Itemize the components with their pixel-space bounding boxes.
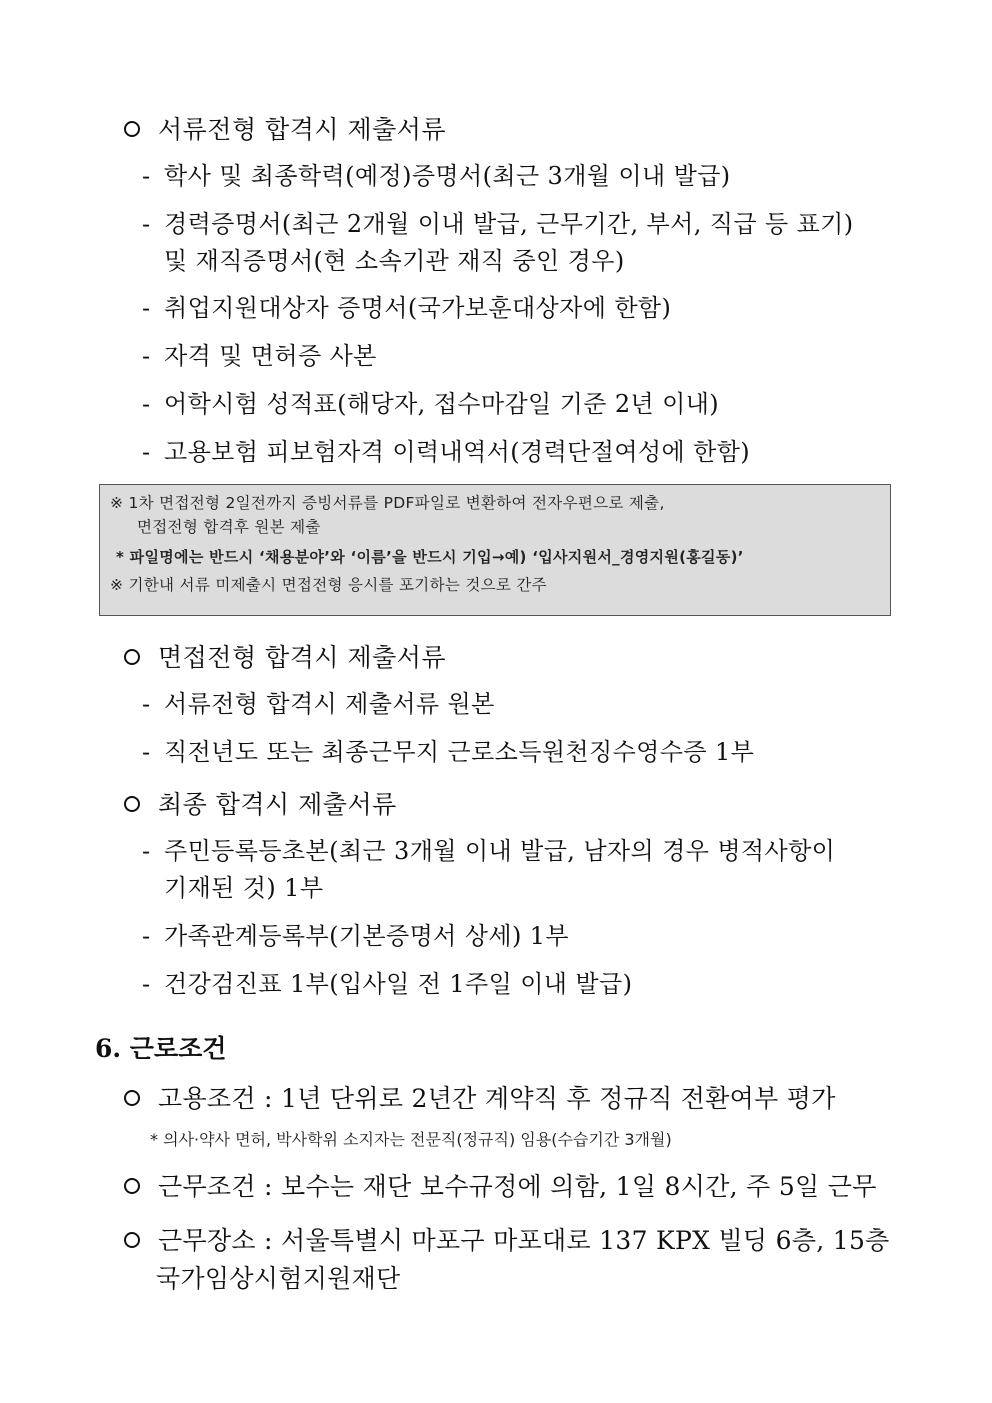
list-item: - 직전년도 또는 최종근무지 근로소득원천징수영수증 1부 xyxy=(142,738,755,766)
list-item: - 학사 및 최종학력(예정)증명서(최근 3개월 이내 발급) xyxy=(142,162,731,190)
heading-final-submission xyxy=(124,788,397,822)
circle-bullet-icon xyxy=(124,796,140,812)
list-item: - 가족관계등록부(기본증명서 상세) 1부 xyxy=(142,922,570,950)
list-item: - 취업지원대상자 증명서(국가보훈대상자에 한함) xyxy=(142,294,672,322)
notice-line: 면접전형 합격후 원본 제출 xyxy=(137,518,321,536)
heading-text: 면접전형 합격시 제출서류 xyxy=(158,643,447,672)
list-item: - 고용보험 피보험자격 이력내역서(경력단절여성에 한함) xyxy=(142,438,751,466)
circle-bullet-icon xyxy=(124,1232,140,1248)
list-item: - 건강검진표 1부(입사일 전 1주일 이내 발급) xyxy=(142,970,633,998)
heading-document-submission xyxy=(124,113,446,147)
employment-note: * 의사·약사 면허, 박사학위 소지자는 전문직(정규직) 임용(수습기간 3개월) xyxy=(150,1130,672,1149)
circle-bullet-icon xyxy=(124,121,140,137)
list-item: - 어학시험 성적표(해당자, 접수마감일 기준 2년 이내) xyxy=(142,390,720,418)
heading-interview-submission xyxy=(124,641,446,675)
list-item: - 자격 및 면허증 사본 xyxy=(142,342,377,370)
work-condition: 근무조건 : 보수는 재단 보수규정에 의함, 1일 8시간, 주 5일 근무 xyxy=(124,1168,877,1206)
list-item: - 주민등록등초본(최근 3개월 이내 발급, 남자의 경우 병적사항이 기재된 것) 1부 xyxy=(142,837,836,902)
circle-bullet-icon xyxy=(124,1090,140,1106)
list-item: - 경력증명서(최근 2개월 이내 발급, 근무기간, 부서, 직급 등 표기) 및 재직증명서(현 소속기관 재직 중인 경우) xyxy=(142,210,854,275)
circle-bullet-icon xyxy=(124,649,140,665)
work-place: 근무장소 : 서울특별시 마포구 마포대로 137 KPX 빌딩 6층, 15층 국가임상시험지원재단 xyxy=(124,1222,890,1298)
notice-line-filename: * 파일명에는 반드시 ‘채용분야’와 ‘이름’을 반드시 기입→예) ‘입사지원서_경영지원(홍길동)’ xyxy=(116,548,744,566)
section-title: 6. 근로조건 xyxy=(95,1034,227,1063)
employment-condition: 고용조건 : 1년 단위로 2년간 계약직 후 정규직 전환여부 평가 xyxy=(124,1080,836,1118)
circle-bullet-icon xyxy=(124,1178,140,1194)
list-item: - 서류전형 합격시 제출서류 원본 xyxy=(142,690,495,718)
notice-box xyxy=(99,484,891,616)
heading-text: 서류전형 합격시 제출서류 xyxy=(158,115,447,144)
notice-line: ※ 1차 면접전형 2일전까지 증빙서류를 PDF파일로 변환하여 전자우편으로 제출, xyxy=(110,494,665,512)
notice-line: ※ 기한내 서류 미제출시 면접전형 응시를 포기하는 것으로 간주 xyxy=(110,576,547,594)
heading-text: 최종 합격시 제출서류 xyxy=(158,790,397,819)
